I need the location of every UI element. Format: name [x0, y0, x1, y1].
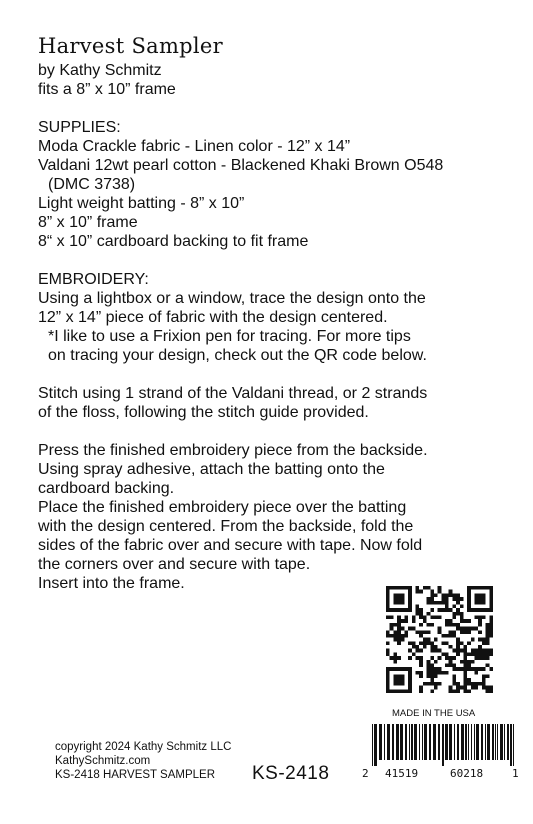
supply-item: Valdani 12wt pearl cotton - Blackened Khaki Brown O548 — [38, 157, 444, 174]
embroidery-line: of the floss, following the stitch guide provided. — [38, 404, 369, 421]
barcode — [372, 724, 515, 766]
embroidery-line: the corners over and secure with tape. — [38, 556, 311, 573]
embroidery-line: Press the finished embroidery piece from the backside. — [38, 442, 428, 459]
website-text: KathySchmitz.com — [55, 755, 151, 767]
supply-item: Light weight batting - 8” x 10” — [38, 195, 245, 212]
barcode-digit-group: 41519 — [385, 767, 419, 780]
embroidery-heading: EMBROIDERY: — [38, 271, 149, 288]
embroidery-line: Place the finished embroidery piece over the batting — [38, 499, 407, 516]
barcode-digit-lead: 2 — [362, 767, 369, 780]
barcode-digit-group: 60218 — [450, 767, 484, 780]
product-code-text: KS-2418 HARVEST SAMPLER — [55, 769, 216, 781]
copyright-text: copyright 2024 Kathy Schmitz LLC — [55, 741, 232, 753]
supply-item: (DMC 3738) — [48, 176, 136, 193]
embroidery-line: cardboard backing. — [38, 480, 175, 497]
embroidery-line: with the design centered. From the backside, fold the — [38, 518, 414, 535]
pattern-title: Harvest Sampler — [38, 34, 223, 58]
embroidery-line: Insert into the frame. — [38, 575, 185, 592]
made-in-label: MADE IN THE USA — [392, 708, 476, 719]
embroidery-line: sides of the fabric over and secure with tape. Now fold — [38, 537, 423, 554]
frame-size: fits a 8” x 10” frame — [38, 81, 176, 98]
qr-code[interactable] — [386, 586, 493, 693]
supply-item: 8” x 10” frame — [38, 214, 138, 231]
embroidery-line: Using spray adhesive, attach the batting onto the — [38, 461, 385, 478]
embroidery-line: on tracing your design, check out the QR code below. — [48, 347, 427, 364]
barcode-digit-check: 1 — [512, 767, 519, 780]
author-byline: by Kathy Schmitz — [38, 62, 162, 79]
embroidery-line: *I like to use a Frixion pen for tracing. For more tips — [48, 328, 411, 345]
supply-item: Moda Crackle fabric - Linen color - 12” x 14” — [38, 138, 351, 155]
embroidery-line: 12” x 14” piece of fabric with the design centered. — [38, 309, 388, 326]
embroidery-line: Stitch using 1 strand of the Valdani thread, or 2 strands — [38, 385, 428, 402]
supplies-heading: SUPPLIES: — [38, 119, 121, 136]
sku-label: KS-2418 — [252, 763, 330, 784]
supply-item: 8“ x 10” cardboard backing to fit frame — [38, 233, 309, 250]
embroidery-line: Using a lightbox or a window, trace the design onto the — [38, 290, 426, 307]
